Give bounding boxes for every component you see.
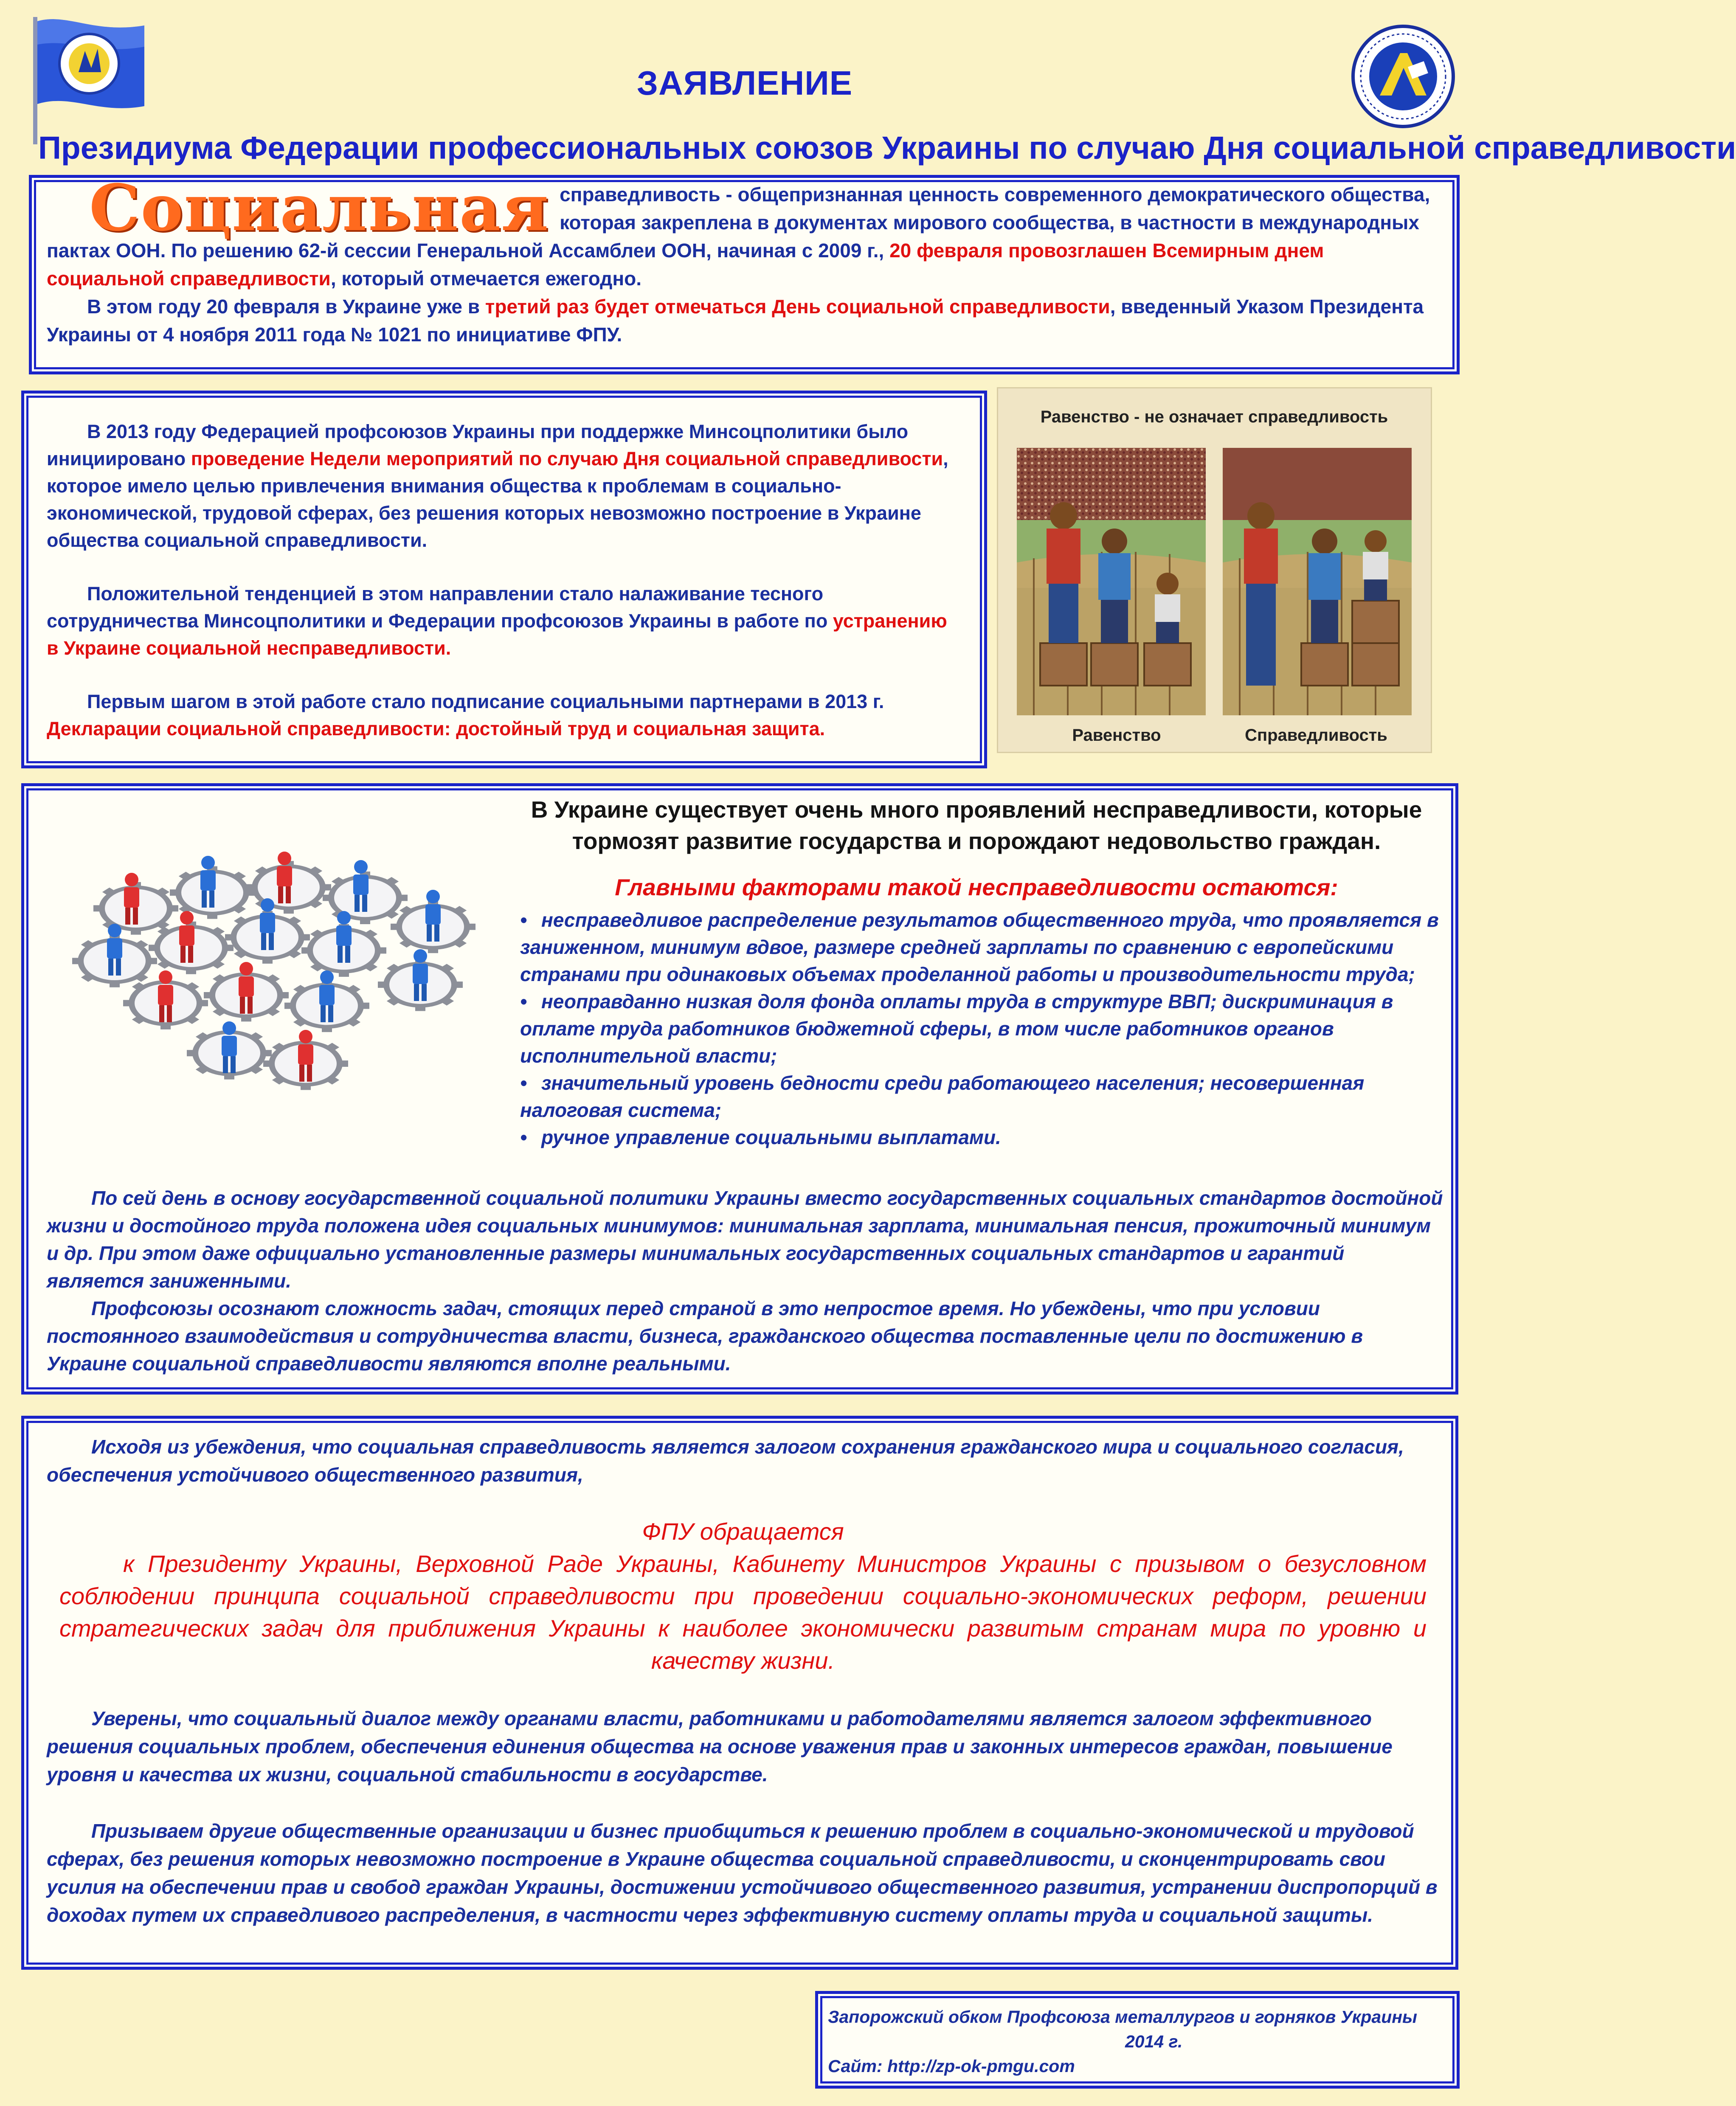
injustice-body-paragraph-2: Профсоюзы осознают сложность задач, стоящих перед страной в это непростое время. Но убеждены, что при условии постоянного взаимодействия и сотрудничества власти, бизнеса, гражданского общества поставленные цели по достижению в Украине социальной справедливости являются вполне реальными. bbox=[47, 1297, 1363, 1375]
list-item: • несправедливое распределение результатов общественного труда, что проявляется в заниженном, минимум вдвое, размере средней зарплаты по сравнению с европейскими странами при одинаковых объемах проделанной работы и производительности труда; bbox=[520, 909, 1439, 985]
intro-text bbox=[47, 171, 1439, 349]
appeal-intro: Исходя из убеждения, что социальная справедливость является залогом сохранения гражданского мира и социального согласия, обеспечения устойчивого общественного развития, bbox=[47, 1436, 1404, 1486]
appeal-body: к Президенту Украины, Верховной Раде Украины, Кабинету Министров Украины с призывом о безусловном соблюдении принципа социальной справедливости при проведении социально-экономических реформ, решении стратегических задач для приближения Украины к наиболее экономически развитым странам мира по уровню и качеству жизни. bbox=[59, 1550, 1427, 1674]
injustice-body bbox=[47, 1184, 1443, 1378]
appeal-paragraph-2: Уверены, что социальный диалог между органами власти, работниками и работодателями является залогом эффективного решения социальных проблем, обеспечения единения общества на основе уважения прав и законных интересов граждан, повышение уровня и качества их жизни, социальной стабильности в государстве. bbox=[47, 1707, 1393, 1785]
injustice-body-paragraph-1: По сей день в основу государственной социальной политики Украины вместо государственных социальных стандартов достойной жизни и достойного труда положена идея социальных минимумов: минимальная зарплата, минимальная пенсия, прожиточный минимум и др. При этом даже официально установленные размеры минимальных государственных социальных стандартов и гарантий является заниженными. bbox=[47, 1187, 1443, 1292]
headline-word: Социальная bbox=[89, 171, 550, 245]
page-subtitle: Президиума Федерации профессиональных союзов Украины по случаю Дня социальной справедливости bbox=[38, 130, 1736, 166]
footer bbox=[828, 2005, 1448, 2078]
list-item: • неоправданно низкая доля фонда оплаты труда в структуре ВВП; дискриминация в оплате труда работников бюджетной сферы, в том числе работников органов исполнительной власти; bbox=[520, 990, 1393, 1067]
intro-highlight-1: 20 февраля провозглашен Всемирным днем социальной справедливости bbox=[47, 239, 1324, 290]
footer-organization: Запорожский обком Профсоюза металлургов и горняков Украины bbox=[828, 2007, 1418, 2027]
image-title: Равенство - не означает справедливость bbox=[1040, 408, 1388, 426]
appeal-paragraph-3: Призываем другие общественные организации и бизнес приобщиться к решению проблем в социально-экономической и трудовой сферах, без решения которых невозможно построение в Украине общества социальной справедливости, и сконцентрировать свои усилия на обеспечении прав и свобод граждан Украины, достижении устойчивого общественного развития, устранении диспропорций в доходах путем их справедливого распределения, в частности через эффективную систему оплаты труда и социальной защиты. bbox=[47, 1820, 1438, 1926]
people-gears-illustration bbox=[68, 832, 492, 1129]
initiative-paragraph-2: Положительной тенденцией в этом направлении стало налаживание тесного сотрудничества Минсоцполитики и Федерации профсоюзов Украины в работе по устранению в Украине социальной несправедливости. bbox=[47, 583, 947, 659]
intro-text-2: , который отмечается ежегодно. bbox=[330, 267, 642, 290]
intro-text-1: справедливость - общепризнанная ценность современного демократического общества, которая закреплена в документах мирового сообщества, в частности в международных пактах ООН. По решению 62-й сессии Генеральной Ассамблеи ООН, начиная с 2009 г., bbox=[47, 183, 1430, 261]
footer-website[interactable]: Сайт: http://zp-ok-pmgu.com bbox=[828, 2056, 1075, 2076]
equality-justice-fence-illustration bbox=[1017, 448, 1412, 715]
intro-highlight-2: третий раз будет отмечаться День социальной справедливости bbox=[485, 295, 1110, 318]
image-caption-right: Справедливость bbox=[1245, 726, 1387, 745]
image-caption-left: Равенство bbox=[1072, 726, 1161, 745]
appeal-block bbox=[59, 1516, 1427, 1677]
injustice-heading: В Украине существует очень много проявлений несправедливости, которые тормозят развитие государства и порождают недовольство граждан. bbox=[531, 796, 1422, 854]
factors-list bbox=[520, 906, 1450, 1151]
page-title: ЗАЯВЛЕНИЕ bbox=[636, 64, 853, 102]
initiative-paragraph-1: В 2013 году Федерацией профсоюзов Украины при поддержке Минсоцполитики было инициировано проведение Недели мероприятий по случаю Дня социальной справедливости, которое имело целью привлечения внимания общества к проблемам в социально-экономической, трудовой сферах, без решения которых невозможно построение в Украине общества социальной справедливости. bbox=[47, 421, 948, 551]
initiative-text bbox=[47, 418, 964, 769]
appeal-title: ФПУ обращается bbox=[642, 1518, 844, 1545]
intro-text-3: В этом году 20 февраля в Украине уже в bbox=[87, 295, 485, 318]
factors-subheading: Главными факторами такой несправедливости остаются: bbox=[615, 874, 1338, 900]
initiative-paragraph-3: Первым шагом в этой работе стало подписание социальными партнерами в 2013 г. Декларации социальной справедливости: достойный труд и социальная защита. bbox=[47, 691, 884, 739]
intro-text-4: , введенный Указом Президента Украины от 4 ноября 2011 года № 1021 по инициативе ФПУ. bbox=[47, 295, 1424, 346]
list-item: • ручное управление социальными выплатами. bbox=[520, 1126, 1001, 1148]
footer-year: 2014 г. bbox=[1125, 2032, 1183, 2051]
list-item: • значительный уровень бедности среди работающего населения; несовершенная налоговая система; bbox=[520, 1072, 1365, 1121]
